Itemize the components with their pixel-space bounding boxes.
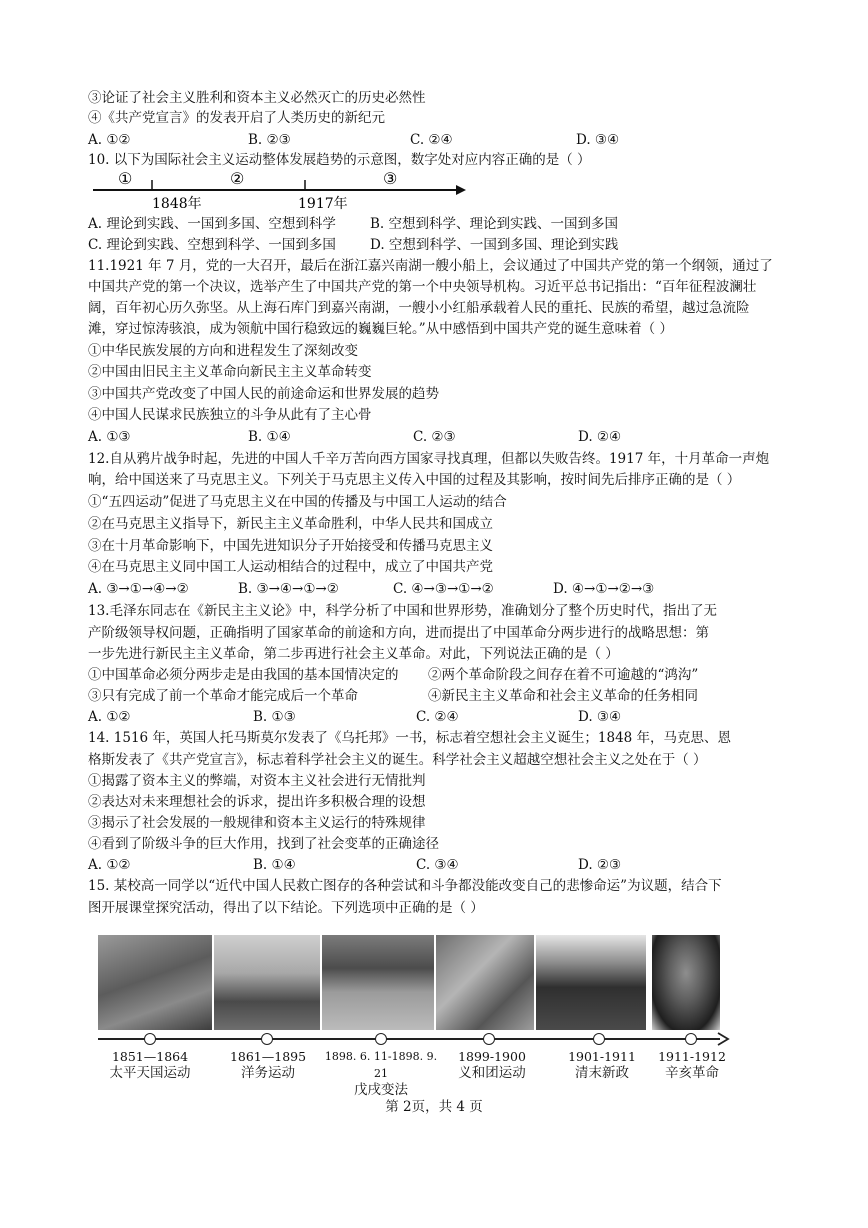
diagram-mark-1: ① [118,169,133,188]
q13-item: ③只有完成了前一个革命才能完成后一个革命 [88,688,358,704]
option-a: A. ①② [88,132,131,148]
option-b: B. ②③ [248,132,291,148]
timeline-entry [446,1048,538,1082]
option-a: A. ③→①→④→② [88,581,189,597]
q15-stem-line: 图开展课堂探究活动，得出了以下结论。下列选项中正确的是（ ） [88,900,484,916]
q14-item: ③揭示了社会发展的一般规律和资本主义运行的特殊规律 [88,815,426,831]
timeline-dot [593,1033,605,1045]
q10-stem: 10. 以下为国际社会主义运动整体发展趋势的示意图，数字处对应内容正确的是（ ） [88,152,591,168]
q11-item: ③中国共产党改变了中国人民的前途命运和世界发展的趋势 [88,386,439,402]
q13-stem-line: 13.毛泽东同志在《新民主主义论》中，科学分析了中国和世界形势，准确划分了整个历史时代，指出了无 [88,603,717,619]
page-footer: 第 2页，共 4 页 [385,1099,483,1115]
q11-stem-line: 滩，穿过惊涛骇浪，成为领航中国行稳致远的巍巍巨轮。”从中感悟到中国共产党的诞生意味着（ ） [88,321,673,337]
option-d: D. 空想到科学、一国到多国、理论到实践 [370,237,619,253]
timeline-event: 太平天国运动 [109,1065,191,1081]
boxer-photo [436,935,534,1030]
timeline-dot [483,1033,495,1045]
timeline-event: 洋务运动 [241,1065,295,1081]
hundred-days-reform-photo [322,935,434,1030]
q14-item: ②表达对未来理想社会的诉求，提出许多积极合理的设想 [88,794,426,810]
timeline-event: 义和团运动 [458,1065,526,1081]
q13-stem-line: 一步先进行新民主主义革命，第二步再进行社会主义革命。对此，下列说法正确的是（ ） [88,646,619,662]
taiping-photo [98,935,212,1030]
timeline-entry [98,1048,202,1082]
q12-stem-line: 12.自从鸦片战争时起，先进的中国人千辛万苦向西方国家寻找真理，但都以失败告终。1917 年，十月革命一声炮 [88,451,770,467]
timeline-dates: 1861—1895 [229,1049,307,1064]
q13-item: ②两个革命阶段之间存在着不可逾越的“鸿沟” [428,667,699,683]
timeline-dot [375,1033,387,1045]
option-a: A. ①③ [88,429,131,445]
option-d: D. ④→①→②→③ [553,581,655,597]
timeline-axis [98,1038,720,1040]
q14-stem-line: 14. 1516 年，英国人托马斯莫尔发表了《乌托邦》一书，标志着空想社会主义诞生；1848 年，马克思、恩 [88,730,732,746]
option-c: C. 理论到实践、空想到科学、一国到多国 [88,237,336,253]
sun-yatsen-portrait [652,935,720,1030]
q11-item: ④中国人民谋求民族独立的斗争从此有了主心骨 [88,407,372,423]
q9-item-3: ③论证了社会主义胜利和资本主义必然灭亡的历史必然性 [88,90,426,106]
late-qing-reform-photo [536,935,646,1030]
option-b: B. ①④ [248,429,291,445]
timeline-dot [144,1033,156,1045]
q14-item: ④看到了阶级斗争的巨大作用，找到了社会变革的正确途径 [88,836,439,852]
q12-stem-line: 响，给中国送来了马克思主义。下列关于马克思主义传入中国的过程及其影响，按时间先后排序正确的是（ ） [88,472,741,488]
option-b: B. 空想到科学、理论到实践、一国到多国 [370,216,619,232]
timeline-event: 清末新政 [575,1065,629,1081]
option-b: B. ①③ [253,709,296,725]
option-c: C. ②③ [413,429,456,445]
q14-stem-line: 格斯发表了《共产党宣言》，标志着科学社会主义的诞生。科学社会主义超越空想社会主义之处在于（ ） [88,752,707,768]
timeline-dates: 1911-1912 [658,1049,726,1064]
option-c: C. ④→③→①→② [393,581,494,597]
timeline-event: 戊戌变法 [354,1082,408,1098]
westernization-photo [214,935,320,1030]
q12-item: ④在马克思主义同中国工人运动相结合的过程中，成立了中国共产党 [88,559,493,575]
option-c: C. ③④ [416,857,459,873]
q9-item-4: ④《共产党宣言》的发表开启了人类历史的新纪元 [88,110,385,126]
q12-item: ③在十月革命影响下，中国先进知识分子开始接受和传播马克思主义 [88,538,493,554]
q11-item: ①中华民族发展的方向和进程发生了深刻改变 [88,343,358,359]
q10-diagram [88,168,473,216]
diagram-year-1848: 1848年 [152,196,202,212]
q13-stem-line: 产阶级领导权问题，正确指明了国家革命的前途和方向，进而提出了中国革命分两步进行的战略思想：第 [88,625,709,641]
option-d: D. ②④ [578,429,622,445]
timeline-dot [685,1033,697,1045]
option-d: D. ②③ [578,857,622,873]
diagram-year-1917: 1917年 [298,196,348,212]
q13-item: ①中国革命必须分两步走是由我国的基本国情决定的 [88,667,399,683]
q12-item: ①“五四运动”促进了马克思主义在中国的传播及与中国工人运动的结合 [88,494,507,510]
timeline-arrow-icon [716,1032,730,1046]
q11-item: ②中国由旧民主主义革命向新民主主义革命转变 [88,364,372,380]
option-d: D. ③④ [576,132,620,148]
q15-stem-line: 15. 某校高一同学以“近代中国人民救亡图存的各种尝试和斗争都没能改变自己的悲惨命运”为议题，结合下 [88,878,722,894]
timeline-entry [556,1048,648,1082]
option-a: A. ①② [88,709,131,725]
option-c: C. ②④ [410,132,453,148]
q11-stem-line: 阔，百年初心历久弥坚。从上海石库门到嘉兴南湖，一艘小小红船承载着人民的重托、民族的希望，越过急流险 [88,300,750,316]
option-a: A. ①② [88,857,131,873]
option-c: C. ②④ [416,709,459,725]
option-a: A. 理论到实践、一国到多国、空想到科学 [88,216,336,232]
diagram-mark-2: ② [230,169,245,188]
q13-item: ④新民主主义革命和社会主义革命的任务相同 [428,688,698,704]
timeline-dates: 1899-1900 [458,1049,526,1064]
timeline-entry [318,1048,444,1099]
timeline-dot [261,1033,273,1045]
option-b: B. ③→④→①→② [238,581,339,597]
q11-stem-line: 中国共产党的第一个决议，选举产生了中国共产党的第一个中央领导机构。习近平总书记指出：“百年征程波澜壮 [88,279,757,295]
timeline-dates: 1851—1864 [111,1049,189,1064]
q14-item: ①揭露了资本主义的弊端，对资本主义社会进行无情批判 [88,773,426,789]
option-d: D. ③④ [578,709,622,725]
q11-stem-line: 11.1921 年 7 月，党的一大召开，最后在浙江嘉兴南湖一艘小船上，会议通过了中国共产党的第一个纲领，通过了 [88,258,773,274]
timeline-dates: 1898. 6. 11-1898. 9. 21 [324,1050,438,1080]
timeline-dates: 1901-1911 [568,1049,636,1064]
q12-item: ②在马克思主义指导下，新民主主义革命胜利，中华人民共和国成立 [88,516,493,532]
timeline-entry [218,1048,318,1082]
timeline-entry [648,1048,736,1082]
option-b: B. ①④ [253,857,296,873]
timeline-event: 辛亥革命 [665,1065,719,1081]
diagram-mark-3: ③ [383,169,398,188]
